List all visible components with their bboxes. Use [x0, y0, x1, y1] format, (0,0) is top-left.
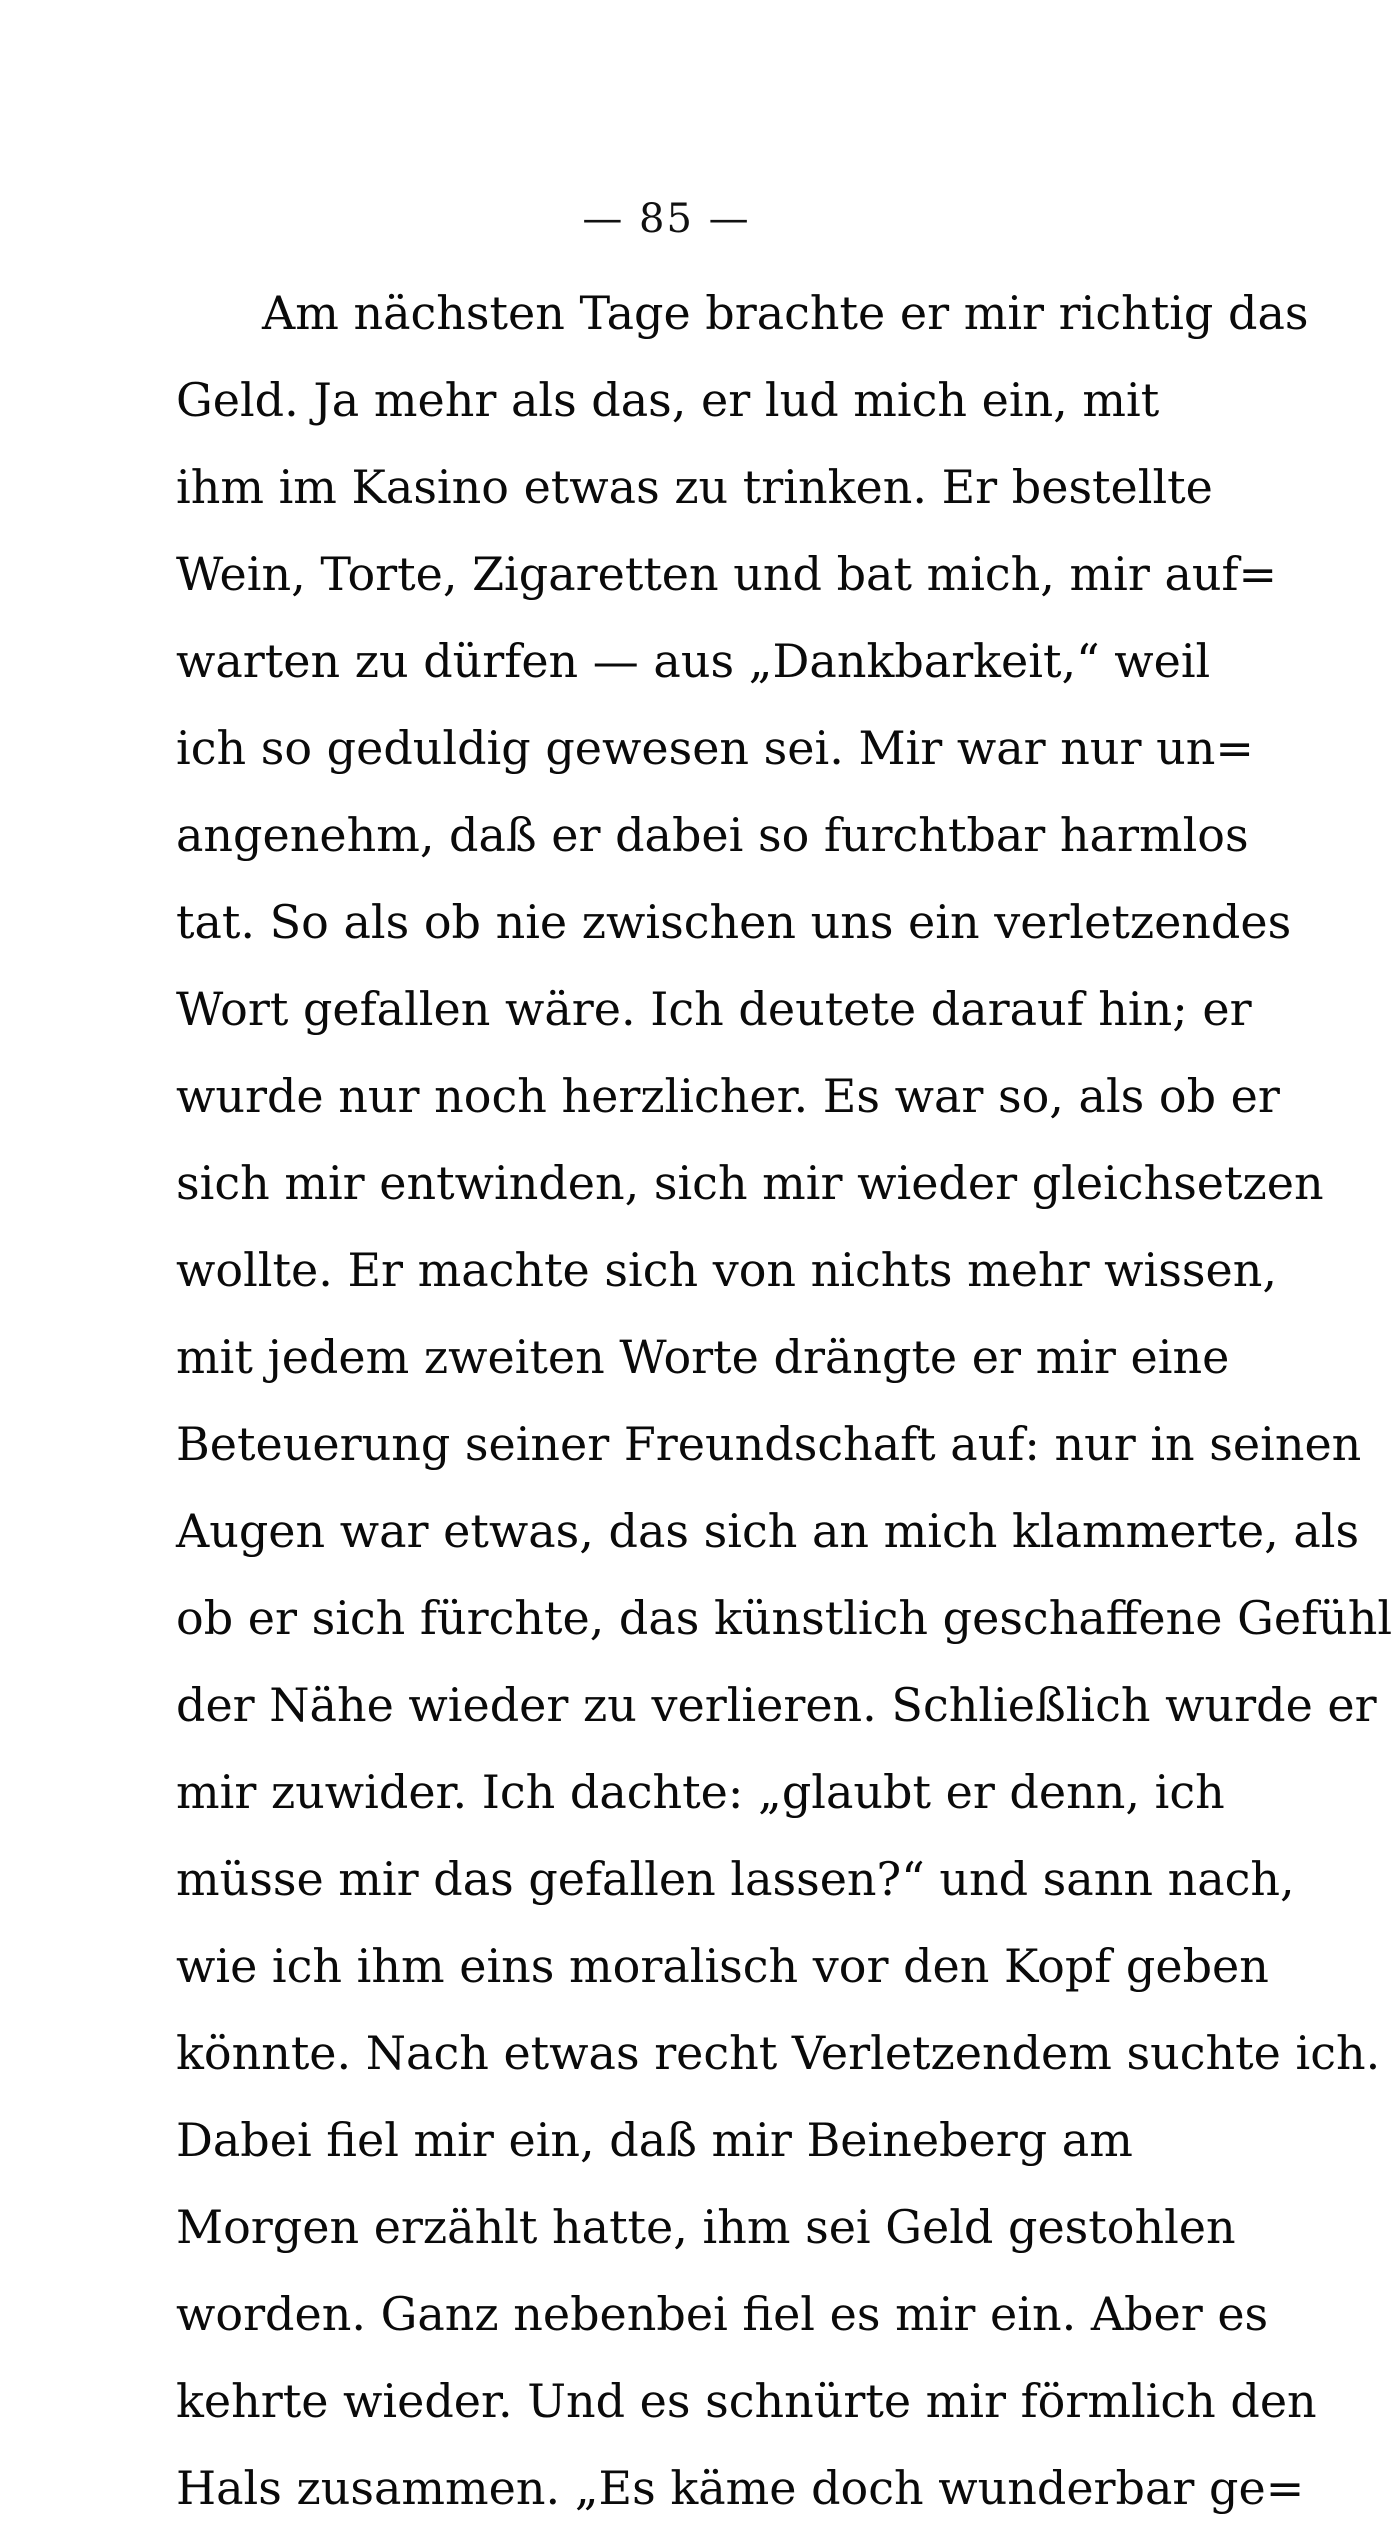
text-line: Wein, Torte, Zigaretten und bat mich, mir auf=	[176, 547, 1278, 601]
text-line: Augen war etwas, das sich an mich klammerte, als	[176, 1504, 1360, 1558]
text-line: wollte. Er machte sich von nichts mehr wissen,	[176, 1243, 1277, 1297]
page-number: — 85 —	[582, 196, 751, 242]
text-line: Beteuerung seiner Freundschaft auf: nur in seinen	[176, 1417, 1362, 1471]
body-text	[176, 270, 1392, 2532]
text-line: tat. So als ob nie zwischen uns ein verletzendes	[176, 895, 1292, 949]
text-line: ich so geduldig gewesen sei. Mir war nur un=	[176, 721, 1254, 775]
text-line: warten zu dürfen — aus „Dankbarkeit,“ weil	[176, 634, 1211, 688]
text-line: ihm im Kasino etwas zu trinken. Er bestellte	[176, 460, 1213, 514]
text-line: wie ich ihm eins moralisch vor den Kopf geben	[176, 1939, 1269, 1993]
text-line: der Nähe wieder zu verlieren. Schließlich wurde er	[176, 1678, 1377, 1732]
text-line: könnte. Nach etwas recht Verletzendem suchte ich.	[176, 2026, 1381, 2080]
text-line: Wort gefallen wäre. Ich deutete darauf hin; er	[176, 982, 1252, 1036]
text-line: worden. Ganz nebenbei fiel es mir ein. Aber es	[176, 2287, 1269, 2341]
text-line: Am nächsten Tage brachte er mir richtig das	[262, 286, 1309, 340]
text-line: mit jedem zweiten Worte drängte er mir eine	[176, 1330, 1230, 1384]
text-line: angenehm, daß er dabei so furchtbar harmlos	[176, 808, 1249, 862]
text-line: sich mir entwinden, sich mir wieder gleichsetzen	[176, 1156, 1324, 1210]
text-line: mir zuwider. Ich dachte: „glaubt er denn, ich	[176, 1765, 1225, 1819]
text-line: kehrte wieder. Und es schnürte mir förmlich den	[176, 2374, 1317, 2428]
text-line: Hals zusammen. „Es käme doch wunderbar ge=	[176, 2461, 1305, 2515]
text-line: Morgen erzählt hatte, ihm sei Geld gestohlen	[176, 2200, 1236, 2254]
text-line: ob er sich fürchte, das künstlich geschaffene Gefühl	[176, 1591, 1392, 1645]
text-line: Dabei fiel mir ein, daß mir Beineberg am	[176, 2113, 1133, 2167]
text-line: müsse mir das gefallen lassen?“ und sann nach,	[176, 1852, 1295, 1906]
text-line: Geld. Ja mehr als das, er lud mich ein, mit	[176, 373, 1160, 427]
text-line: wurde nur noch herzlicher. Es war so, als ob er	[176, 1069, 1280, 1123]
